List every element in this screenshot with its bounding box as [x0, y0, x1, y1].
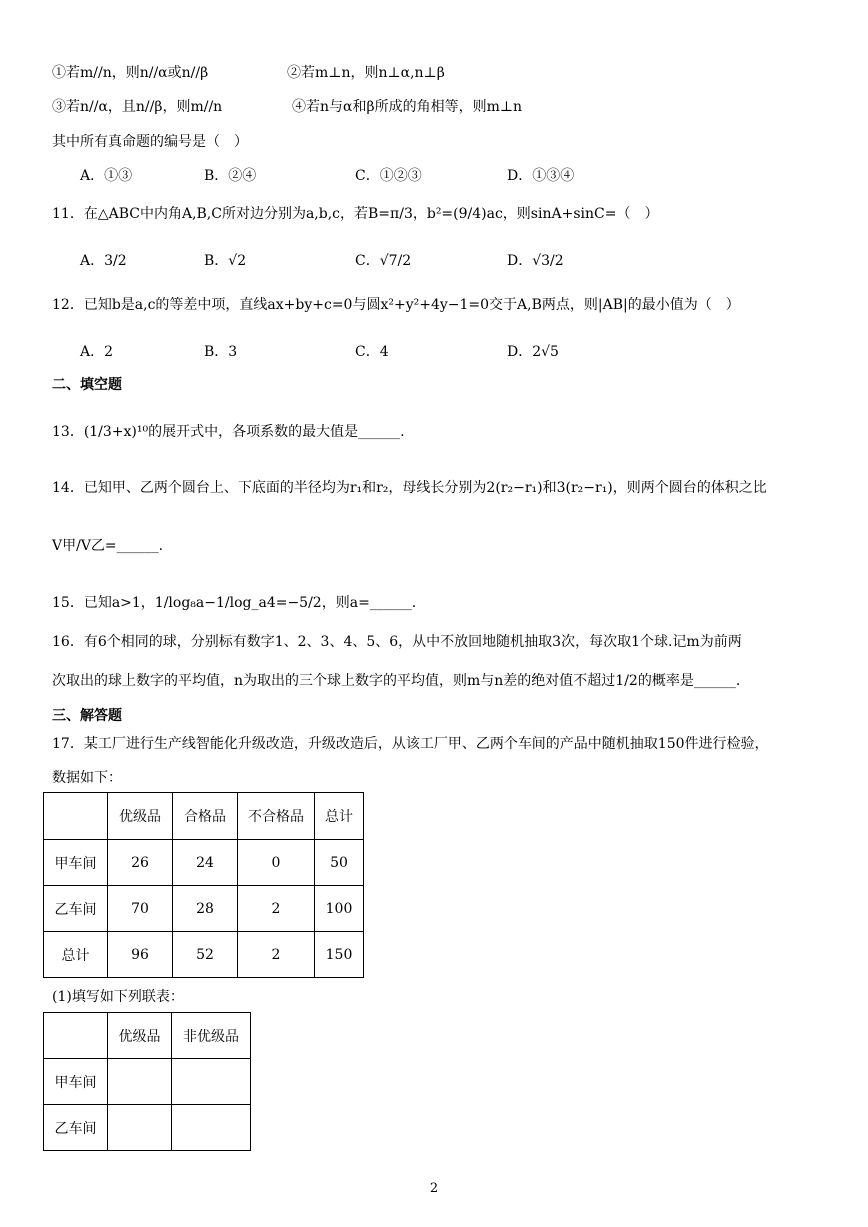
- q10-prompt: 其中所有真命题的编号是（ ）: [52, 134, 248, 150]
- table-cell: 甲车间: [44, 1059, 108, 1105]
- table-row: [44, 886, 364, 932]
- table-header-row: [44, 793, 364, 840]
- table-cell: 总计: [44, 932, 108, 978]
- table-cell: 0: [238, 840, 315, 886]
- table-cell: [108, 1105, 172, 1151]
- q11-option-b: B．√2: [204, 253, 247, 269]
- q10-statement-4: ④若n与α和β所成的角相等，则m⊥n: [292, 99, 523, 115]
- q11-stem: 11．在△ABC中内角A,B,C所对边分别为a,b,c，若B=π/3，b²=(9/4)ac，则sinA+sinC=（ ）: [52, 206, 659, 222]
- page-number: 2: [429, 1181, 439, 1196]
- table-cell: 乙车间: [44, 886, 108, 932]
- q10-option-b: B．②④: [204, 168, 257, 184]
- q12-option-c: C．4: [355, 344, 389, 360]
- table-header-cell: 优级品: [108, 793, 173, 840]
- q16-line-1: 16．有6个相同的球，分别标有数字1、2、3、4、5、6，从中不放回地随机抽取3次，每次取1个球.记m为前两: [52, 634, 742, 650]
- table-cell: [172, 1105, 251, 1151]
- table-row: [44, 1059, 251, 1105]
- q17-contingency-table: [43, 1012, 251, 1151]
- table-header-cell: 非优级品: [172, 1013, 251, 1059]
- q12-option-a: A．2: [80, 344, 114, 360]
- q11-option-d: D．√3/2: [507, 253, 564, 269]
- table-cell: 26: [108, 840, 173, 886]
- table-cell: 70: [108, 886, 173, 932]
- table-cell: 150: [315, 932, 364, 978]
- q11-option-c: C．√7/2: [355, 253, 412, 269]
- q13-text: 13．(1/3+x)¹⁰的展开式中，各项系数的最大值是______.: [52, 424, 405, 440]
- table-row: [44, 932, 364, 978]
- table-cell: 52: [173, 932, 238, 978]
- table-cell: 2: [238, 886, 315, 932]
- table-cell: 乙车间: [44, 1105, 108, 1151]
- q15-text: 15．已知a>1，1/log₈a−1/log_a4=−5/2，则a=______.: [52, 595, 417, 611]
- table-cell: 28: [173, 886, 238, 932]
- q17-line-2: 数据如下：: [52, 770, 122, 786]
- table-row: [44, 840, 364, 886]
- q17-data-table: [43, 792, 364, 978]
- table-header-cell: 优级品: [108, 1013, 172, 1059]
- table-cell: 50: [315, 840, 364, 886]
- table-header-cell: [44, 793, 108, 840]
- table-header-cell: [44, 1013, 108, 1059]
- table-header-row: [44, 1013, 251, 1059]
- table-header-cell: 合格品: [173, 793, 238, 840]
- q12-option-b: B．3: [204, 344, 238, 360]
- q10-option-d: D．①③④: [507, 168, 575, 184]
- table-cell: 100: [315, 886, 364, 932]
- table-cell: [108, 1059, 172, 1105]
- q10-statement-3: ③若n//α，且n//β，则m//n: [52, 99, 223, 115]
- q10-option-a: A．①③: [80, 168, 133, 184]
- table-cell: 甲车间: [44, 840, 108, 886]
- q10-statement-2: ②若m⊥n，则n⊥α,n⊥β: [287, 65, 445, 81]
- table-cell: 2: [238, 932, 315, 978]
- section-heading-solutions: 三、解答题: [52, 708, 122, 724]
- q17-line-1: 17．某工厂进行生产线智能化升级改造，升级改造后，从该工厂甲、乙两个车间的产品中随机抽取150件进行检验，: [52, 736, 769, 752]
- table-cell: 24: [173, 840, 238, 886]
- table-header-cell: 不合格品: [238, 793, 315, 840]
- table-cell: [172, 1059, 251, 1105]
- q14-line-2: V甲/V乙=______.: [52, 538, 164, 554]
- section-heading-fill-in: 二、填空题: [52, 377, 122, 393]
- table-row: [44, 1105, 251, 1151]
- q12-stem: 12．已知b是a,c的等差中项，直线ax+by+c=0与圆x²+y²+4y−1=0交于A,B两点，则|AB|的最小值为（ ）: [52, 297, 740, 313]
- q12-option-d: D．2√5: [507, 344, 559, 360]
- q11-option-a: A．3/2: [80, 253, 127, 269]
- q10-option-c: C．①②③: [355, 168, 422, 184]
- q16-line-2: 次取出的球上数字的平均值，n为取出的三个球上数字的平均值，则m与n差的绝对值不超过1/2的概率是______.: [52, 673, 741, 689]
- q14-line-1: 14．已知甲、乙两个圆台上、下底面的半径均为r₁和r₂，母线长分别为2(r₂−r₁)和3(r₂−r₁)，则两个圆台的体积之比: [52, 480, 767, 496]
- table-cell: 96: [108, 932, 173, 978]
- table-header-cell: 总计: [315, 793, 364, 840]
- q10-statement-1: ①若m//n，则n//α或n//β: [52, 65, 209, 81]
- q17-part-1: (1)填写如下列联表：: [52, 989, 184, 1005]
